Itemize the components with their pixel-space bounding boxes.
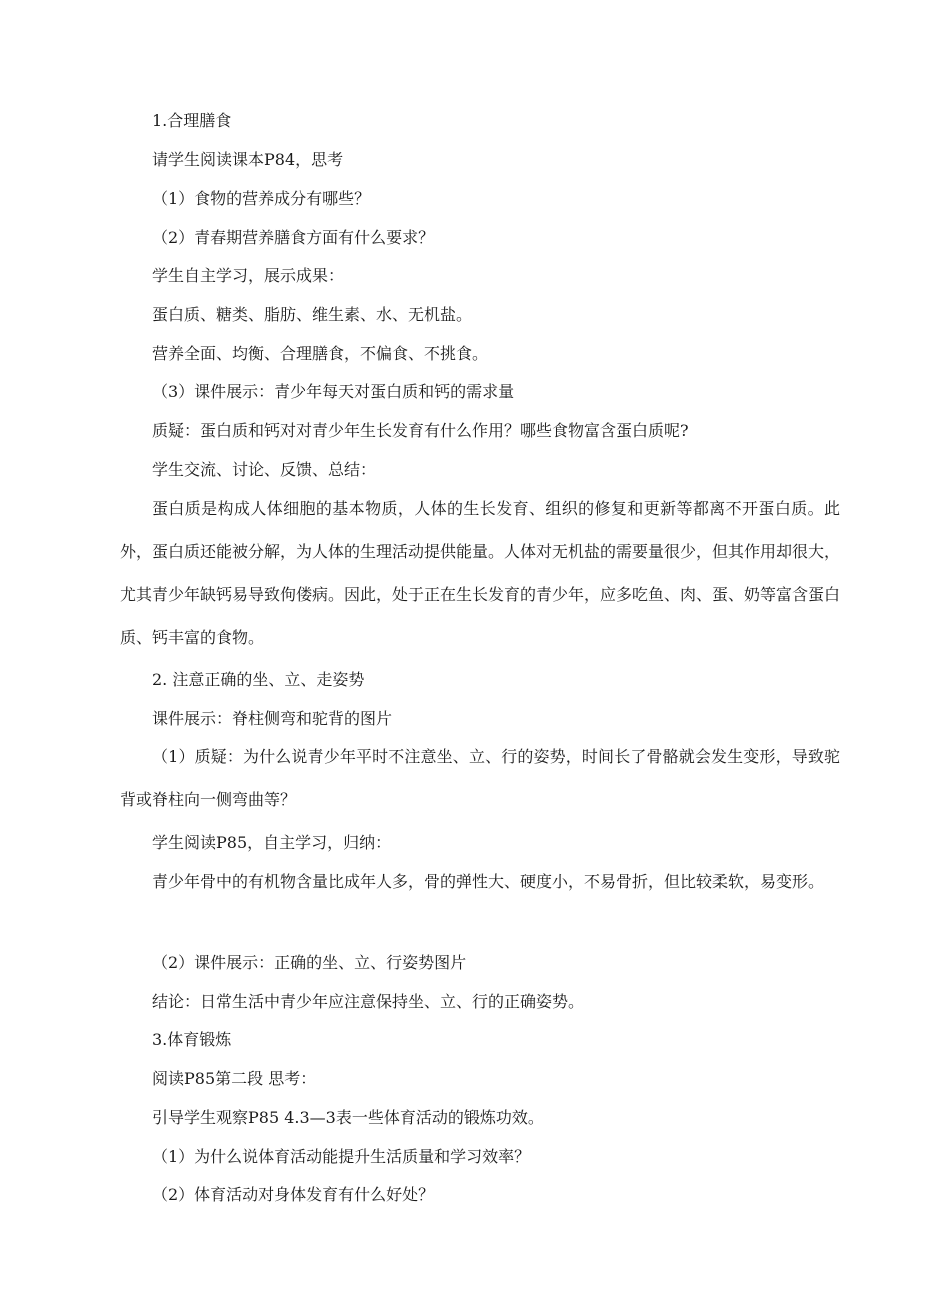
- question-item: （2）课件展示：正确的坐、立、行姿势图片: [152, 953, 467, 972]
- paragraph: 课件展示：脊柱侧弯和驼背的图片: [152, 709, 393, 728]
- question-item: （2）体育活动对身体发育有什么好处？: [152, 1185, 435, 1204]
- paragraph: 请学生阅读课本P84，思考: [152, 150, 344, 169]
- paragraph: 学生交流、讨论、反馈、总结：: [152, 460, 377, 479]
- paragraph: 蛋白质、糖类、脂肪、维生素、水、无机盐。: [152, 305, 473, 324]
- question-item: （1）食物的营养成分有哪些？: [152, 189, 371, 208]
- section-heading-diet: 1.合理膳食: [152, 111, 232, 130]
- question-item: （1）质疑：为什么说青少年平时不注意坐、立、行的姿势，时间长了骨骼就会发生变形，导致驼背或脊柱向一侧弯曲等？: [120, 747, 840, 809]
- paragraph: 营养全面、均衡、合理膳食，不偏食、不挑食。: [152, 344, 489, 363]
- question-item: （3）课件展示：青少年每天对蛋白质和钙的需求量: [152, 382, 515, 401]
- paragraph: 质疑：蛋白质和钙对对青少年生长发育有什么作用？哪些食物富含蛋白质呢?: [152, 421, 689, 440]
- question-item: （1）为什么说体育活动能提升生活质量和学习效率？: [152, 1147, 531, 1166]
- paragraph: 阅读P85第二段 思考：: [152, 1069, 317, 1088]
- paragraph-protein: 蛋白质是构成人体细胞的基本物质，人体的生长发育、组织的修复和更新等都离不开蛋白质。此外，蛋白质还能被分解，为人体的生理活动提供能量。人体对无机盐的需要量很少，但其作用却很大，尤其青少年缺钙易导致佝偻病。因此，处于正在生长发育的青少年，应多吃鱼、肉、蛋、奶等富含蛋白质、钙丰富的食物。: [120, 499, 841, 647]
- question-item: （2）青春期营养膳食方面有什么要求？: [152, 228, 435, 247]
- paragraph: 引导学生观察P85 4.3—3表一些体育活动的锻炼功效。: [152, 1108, 544, 1127]
- section-heading-exercise: 3.体育锻炼: [152, 1030, 232, 1049]
- paragraph: 学生自主学习，展示成果：: [152, 266, 345, 285]
- section-heading-posture: 2. 注意正确的坐、立、走姿势: [152, 670, 365, 689]
- paragraph: 青少年骨中的有机物含量比成年人多，骨的弹性大、硬度小，不易骨折，但比较柔软，易变形。: [152, 872, 825, 891]
- paragraph: 学生阅读P85，自主学习，归纳：: [152, 833, 392, 852]
- paragraph: 结论：日常生活中青少年应注意保持坐、立、行的正确姿势。: [152, 992, 585, 1011]
